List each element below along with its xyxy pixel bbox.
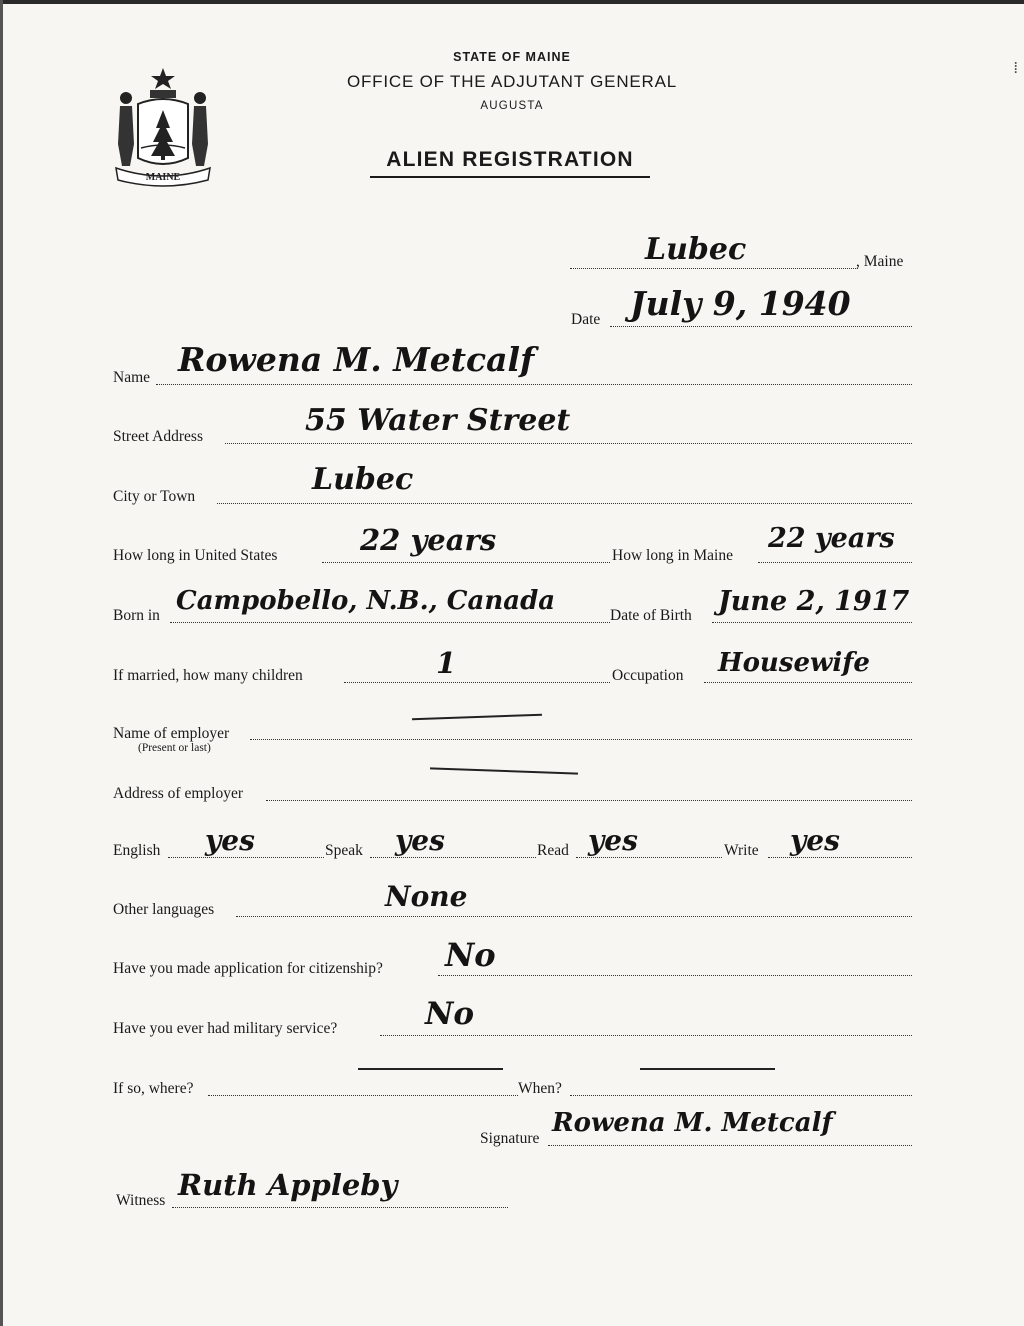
city-value: Lubec [312, 462, 414, 497]
date-label: Date [571, 311, 601, 328]
where-label: If so, where? [113, 1080, 194, 1097]
speak-label: Speak [325, 842, 363, 859]
how-long-maine-label: How long in Maine [612, 547, 733, 564]
how-long-us-line [322, 562, 610, 563]
english-value: yes [205, 824, 255, 857]
how-long-maine-line [758, 562, 912, 563]
name-value: Rowena M. Metcalf [178, 340, 535, 379]
employer-address-label: Address of employer [113, 785, 243, 802]
place-line [570, 268, 858, 269]
when-label: When? [518, 1080, 562, 1097]
scan-artifact: ⁞ [1013, 60, 1018, 77]
city-label: City or Town [113, 488, 196, 505]
signature-value: Rowena M. Metcalf [552, 1108, 833, 1138]
employer-name-label: Name of employer [113, 725, 230, 742]
date-value: July 9, 1940 [630, 284, 851, 323]
place-suffix: , Maine [856, 253, 904, 270]
write-label: Write [724, 842, 759, 859]
place-value: Lubec [645, 232, 747, 267]
form-title: ALIEN REGISTRATION [370, 148, 650, 178]
street-address-value: 55 Water Street [305, 403, 571, 438]
header-office: OFFICE OF THE ADJUTANT GENERAL [346, 72, 678, 91]
witness-value: Ruth Appleby [178, 1168, 398, 1202]
occupation-label: Occupation [612, 667, 684, 684]
employer-name-line [250, 739, 912, 740]
write-line [768, 857, 912, 858]
speak-line [370, 857, 536, 858]
date-of-birth-label: Date of Birth [610, 607, 692, 624]
read-line [576, 857, 722, 858]
read-value: yes [588, 824, 638, 857]
how-long-maine-value: 22 years [768, 523, 895, 554]
name-line [156, 384, 912, 385]
city-line [217, 503, 912, 504]
english-line [168, 857, 324, 858]
header-state: STATE OF MAINE [453, 50, 571, 64]
other-languages-value: None [385, 880, 468, 913]
speak-value: yes [395, 824, 445, 857]
employer-address-line [266, 800, 912, 801]
military-label: Have you ever had military service? [113, 1020, 338, 1037]
employer-name-sublabel: (Present or last) [138, 742, 211, 754]
witness-label: Witness [116, 1192, 166, 1209]
how-long-us-label: How long in United States [113, 547, 278, 564]
scan-edge-top [0, 0, 1024, 4]
read-label: Read [537, 842, 569, 859]
english-label: English [113, 842, 161, 859]
witness-line [172, 1207, 508, 1208]
name-label: Name [113, 369, 151, 386]
signature-line [548, 1145, 912, 1146]
military-line [380, 1035, 912, 1036]
date-of-birth-value: June 2, 1917 [718, 586, 910, 617]
seal-label: MAINE [145, 172, 181, 183]
where-value [358, 1068, 503, 1070]
military-value: No [425, 996, 475, 1032]
write-value: yes [790, 824, 840, 857]
street-address-label: Street Address [113, 428, 203, 445]
when-value [640, 1068, 775, 1070]
born-in-label: Born in [113, 607, 160, 624]
where-line [208, 1095, 518, 1096]
occupation-line [704, 682, 912, 683]
employer-address-value [430, 767, 578, 774]
children-line [344, 682, 610, 683]
other-languages-label: Other languages [113, 901, 215, 918]
born-in-line [170, 622, 610, 623]
children-value: 1 [436, 646, 457, 680]
date-of-birth-line [712, 622, 912, 623]
signature-label: Signature [480, 1130, 540, 1147]
born-in-value: Campobello, N.B., Canada [176, 586, 556, 616]
how-long-us-value: 22 years [360, 523, 497, 557]
header-city: AUGUSTA [480, 100, 544, 112]
citizenship-value: No [445, 936, 496, 974]
scan-edge-left [0, 0, 3, 1326]
citizenship-line [438, 975, 912, 976]
when-line [570, 1095, 912, 1096]
street-address-line [225, 443, 912, 444]
other-languages-line [236, 916, 912, 917]
employer-name-value [412, 714, 542, 721]
citizenship-label: Have you made application for citizenship? [113, 960, 383, 977]
children-label: If married, how many children [113, 667, 303, 684]
occupation-value: Housewife [718, 648, 870, 678]
date-line [610, 326, 912, 327]
